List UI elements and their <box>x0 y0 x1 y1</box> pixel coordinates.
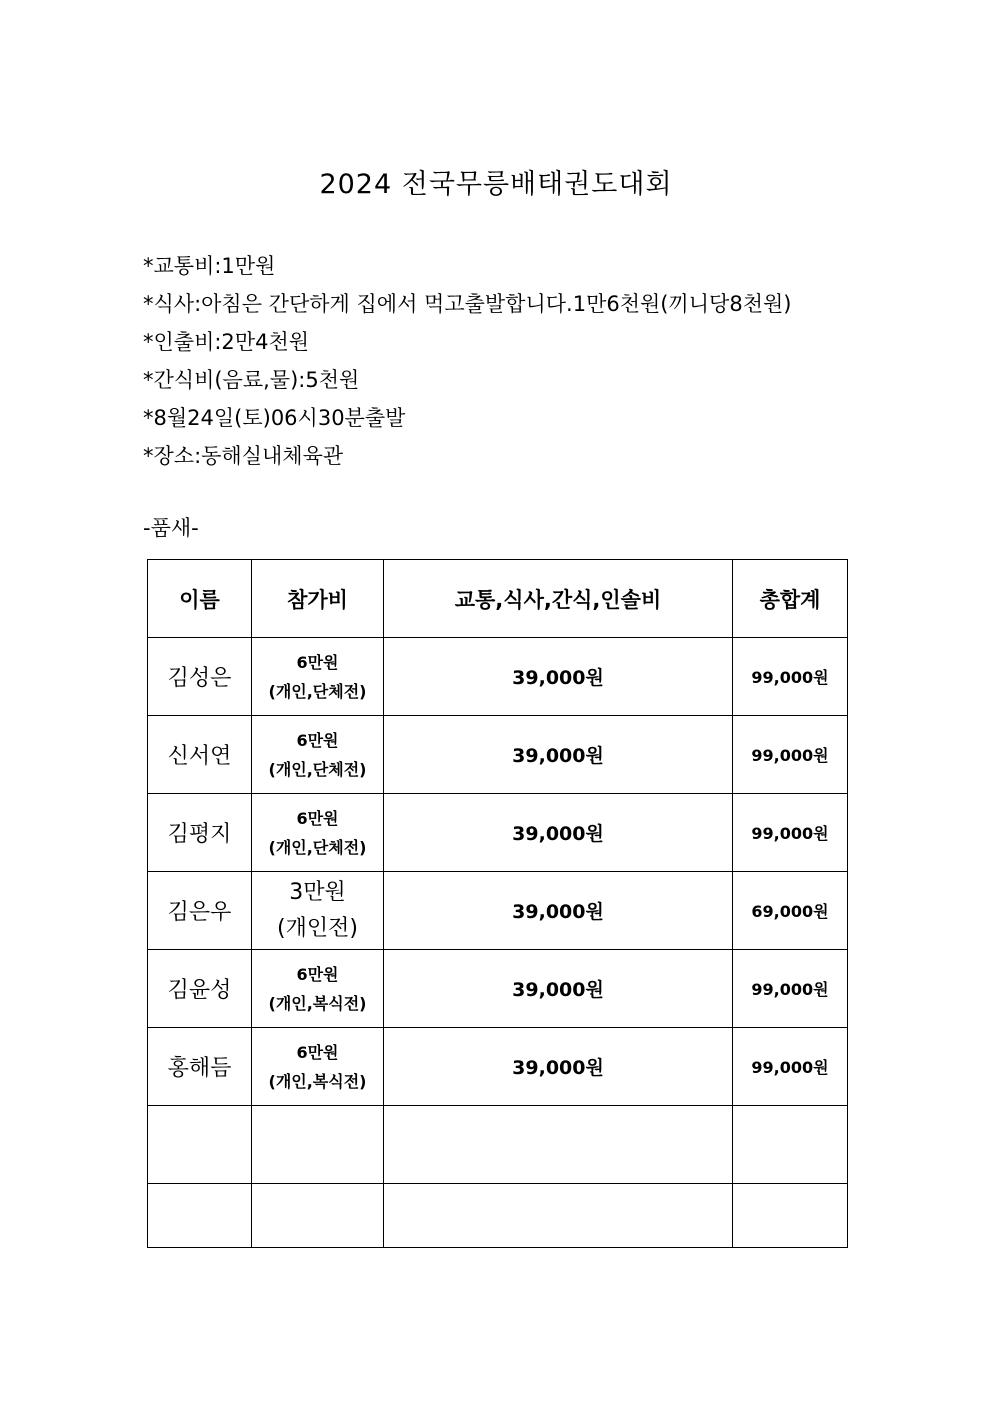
cell-empty <box>733 1184 848 1248</box>
cell-total: 69,000원 <box>733 872 848 950</box>
info-meal: *식사:아침은 간단하게 집에서 먹고출발합니다.1만6천원(끼니당8천원) <box>143 292 792 316</box>
table-header-row <box>148 560 848 638</box>
cell-fee <box>252 1028 384 1106</box>
fee-amount: 6만원 <box>296 652 339 672</box>
header-expenses: 교통,식사,간식,인솔비 <box>384 560 733 638</box>
cell-total: 99,000원 <box>733 794 848 872</box>
cell-expenses: 39,000원 <box>384 716 733 794</box>
fee-amount: 6만원 <box>296 808 339 828</box>
cell-name: 신서연 <box>148 716 252 794</box>
cell-name: 김윤성 <box>148 950 252 1028</box>
table-row-empty <box>148 1184 848 1248</box>
cell-expenses: 39,000원 <box>384 872 733 950</box>
info-list <box>143 247 791 475</box>
cell-fee <box>252 716 384 794</box>
header-fee: 참가비 <box>252 560 384 638</box>
cell-total: 99,000원 <box>733 716 848 794</box>
cell-total: 99,000원 <box>733 950 848 1028</box>
fee-amount: 6만원 <box>296 730 339 750</box>
table-row <box>148 872 848 950</box>
cell-name: 김성은 <box>148 638 252 716</box>
cell-total: 99,000원 <box>733 638 848 716</box>
table-row <box>148 950 848 1028</box>
fee-note: (개인전) <box>277 915 358 941</box>
info-venue: *장소:동해실내체육관 <box>143 444 344 468</box>
info-snack: *간식비(음료,물):5천원 <box>143 368 360 392</box>
cell-empty <box>252 1106 384 1184</box>
cell-expenses: 39,000원 <box>384 950 733 1028</box>
table-row <box>148 716 848 794</box>
cell-fee <box>252 794 384 872</box>
cell-total: 99,000원 <box>733 1028 848 1106</box>
document-title: 2024 전국무릉배태권도대회 <box>319 169 673 200</box>
fee-note: (개인,복식전) <box>268 993 367 1013</box>
table-row <box>148 794 848 872</box>
cell-empty <box>148 1106 252 1184</box>
participant-table <box>147 559 848 1248</box>
cell-fee <box>252 872 384 950</box>
info-departure: *8월24일(토)06시30분출발 <box>143 406 406 430</box>
cell-empty <box>384 1106 733 1184</box>
cell-name: 홍해듬 <box>148 1028 252 1106</box>
info-escort-fee: *인출비:2만4천원 <box>143 330 310 354</box>
cell-expenses: 39,000원 <box>384 794 733 872</box>
fee-amount: 3만원 <box>289 879 346 905</box>
fee-note: (개인,단체전) <box>268 681 367 701</box>
cell-name: 김평지 <box>148 794 252 872</box>
cell-name: 김은우 <box>148 872 252 950</box>
cell-empty <box>148 1184 252 1248</box>
info-transport: *교통비:1만원 <box>143 254 276 278</box>
header-total: 총합계 <box>733 560 848 638</box>
cell-expenses: 39,000원 <box>384 638 733 716</box>
cell-empty <box>252 1184 384 1248</box>
cell-empty <box>384 1184 733 1248</box>
table-row <box>148 638 848 716</box>
fee-amount: 6만원 <box>296 1042 339 1062</box>
header-name: 이름 <box>148 560 252 638</box>
table-row <box>148 1028 848 1106</box>
cell-fee <box>252 950 384 1028</box>
table-row-empty <box>148 1106 848 1184</box>
section-label: -품새- <box>143 516 199 540</box>
cell-empty <box>733 1106 848 1184</box>
fee-note: (개인,복식전) <box>268 1071 367 1091</box>
fee-amount: 6만원 <box>296 964 339 984</box>
fee-note: (개인,단체전) <box>268 837 367 857</box>
cell-expenses: 39,000원 <box>384 1028 733 1106</box>
cell-fee <box>252 638 384 716</box>
fee-note: (개인,단체전) <box>268 759 367 779</box>
